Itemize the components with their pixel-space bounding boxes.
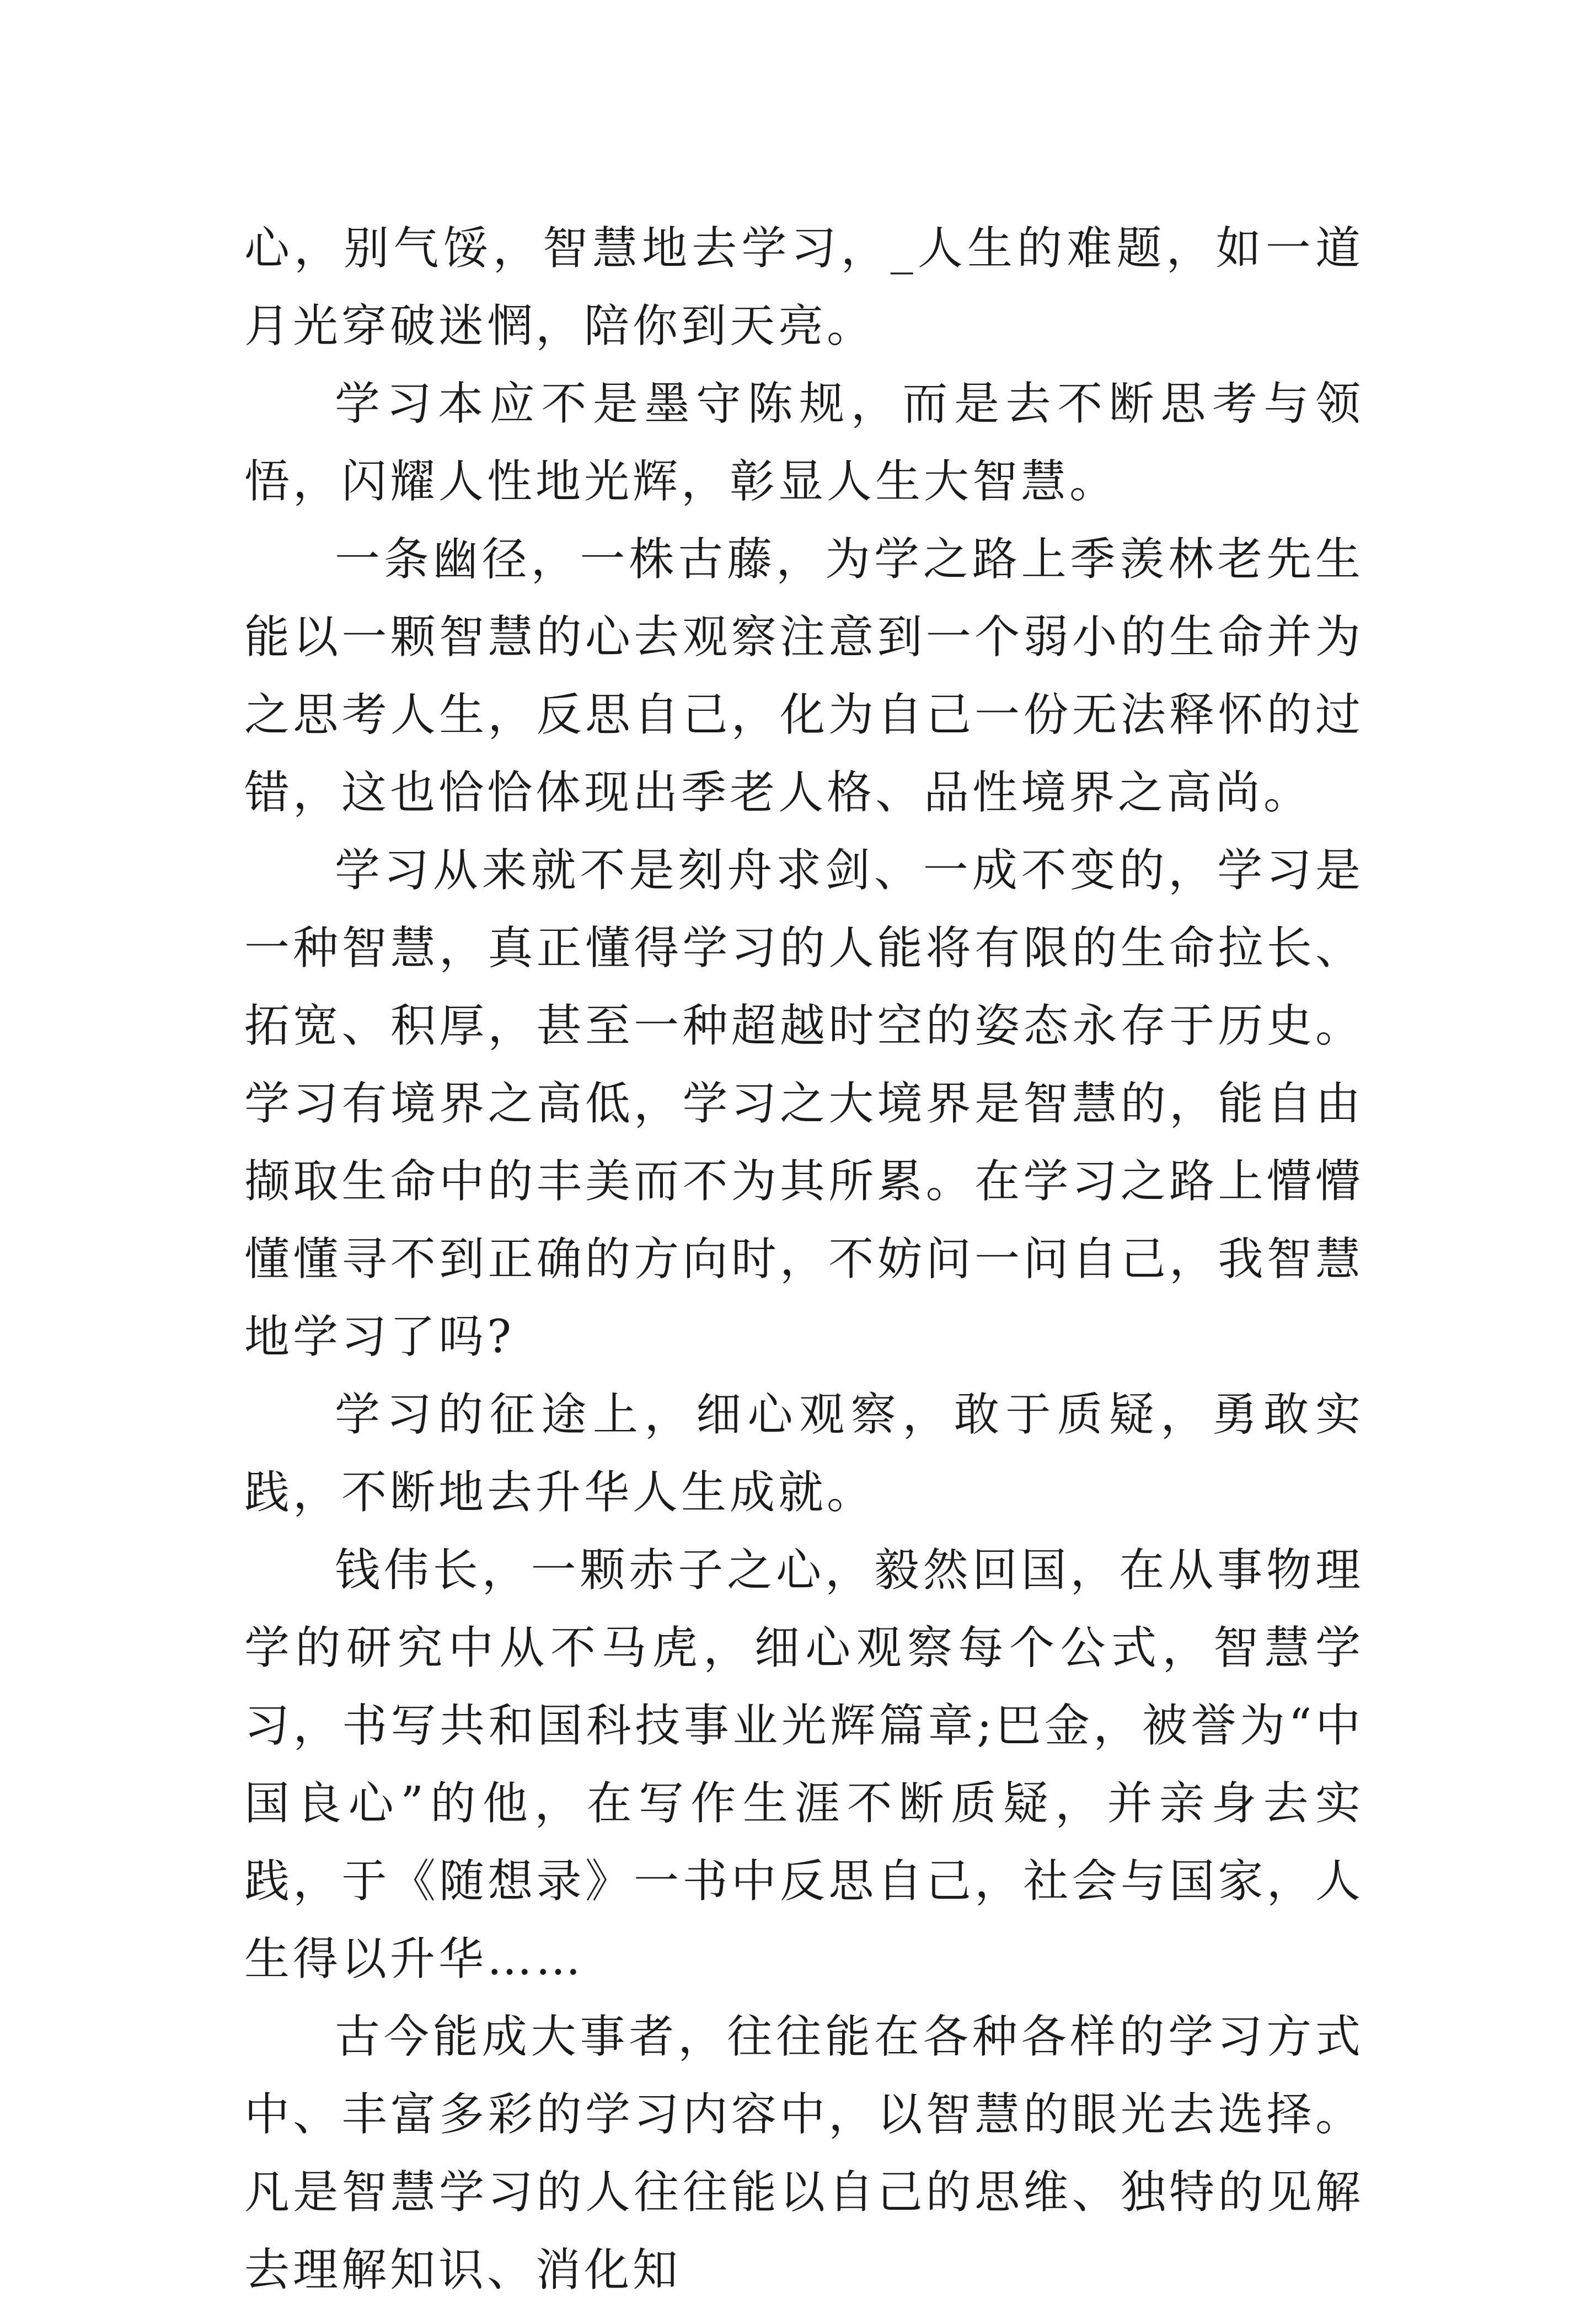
paragraph: 学习的征途上，细心观察，敢于质疑，勇敢实践，不断地去升华人生成就。 [244, 1389, 1364, 1519]
paragraph-continuation: 心，别气馁，智慧地去学习，_人生的难题，如一道月光穿破迷惘，陪你到天亮。 [244, 222, 1364, 352]
document-body [244, 210, 1364, 2309]
paragraph: 一条幽径，一株古藤，为学之路上季羡林老先生能以一颗智慧的心去观察注意到一个弱小的生命并为之思考人生，反思自己，化为自己一份无法释怀的过错，这也恰恰体现出季老人格、品性境界之高尚。 [244, 533, 1364, 819]
paragraph: 学习从来就不是刻舟求剑、一成不变的，学习是一种智慧，真正懂得学习的人能将有限的生命拉长、拓宽、积厚，甚至一种超越时空的姿态永存于历史。学习有境界之高低，学习之大境界是智慧的，能自由撷取生命中的丰美而不为其所累。在学习之路上懵懵懂懂寻不到正确的方向时，不妨问一问自己，我智慧地学习了吗? [244, 844, 1364, 1363]
paragraph: 古今能成大事者，往往能在各种各样的学习方式中、丰富多彩的学习内容中，以智慧的眼光去选择。凡是智慧学习的人往往能以自己的思维、独特的见解去理解知识、消化知 [244, 2011, 1364, 2296]
paragraph: 学习本应不是墨守陈规，而是去不断思考与领悟，闪耀人性地光辉，彰显人生大智慧。 [244, 378, 1364, 508]
paragraph: 钱伟长，一颗赤子之心，毅然回国，在从事物理学的研究中从不马虎，细心观察每个公式，智慧学习，书写共和国科技事业光辉篇章;巴金，被誉为“中国良心”的他，在写作生涯不断质疑，并亲身去实践，于《随想录》一书中反思自己，社会与国家，人生得以升华…… [244, 1544, 1364, 1985]
